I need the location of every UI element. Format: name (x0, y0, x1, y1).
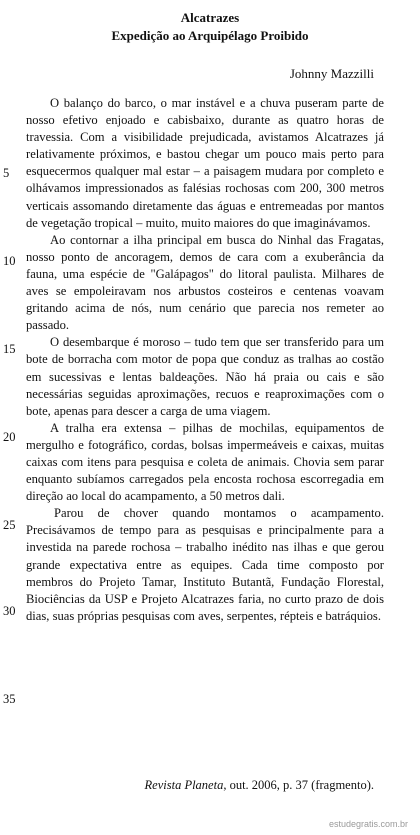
source-title: Revista Planeta (144, 778, 224, 792)
title-line-1: Alcatrazes (180, 10, 240, 25)
line-number-15: 15 (3, 342, 16, 356)
paragraph-1: O balanço do barco, o mar instável e a chuva puseram parte de nosso efetivo enjoado e cabisbaixo, durante as quatro horas de travessia. Com a visibilidade prejudicada, avistamos Alcatrazes já relativamente próximos, e bastou chegar um pouco mais perto para esquecermos qualquer mal estar – a paisagem mudara por completo e olhávamos impressionados as falésias rochosas com 200, 300 metros verticais assomando diretamente das águas e entremeadas por mantos de vegetação tropical – muito, muito maiores do que imaginávamos. (26, 96, 384, 230)
paragraph-5: Parou de chover quando montamos o acampamento. Precisávamos de tempo para as pesquisas e principalmente para a investida na parede rochosa – trabalho inédito nas ilhas e que gerou grande expectativa entre as equipes. Cada time composto por membros do Projeto Tamar, Instituto Butantã, Fundação Florestal, Biociências da USP e Projeto Alcatrazes faria, no curto prazo de dois dias, suas próprias pesquisas com aves, serpentes, répteis e batráquios. (26, 506, 384, 623)
source-details: , out. 2006, p. 37 (fragmento). (223, 778, 374, 792)
line-number-35: 35 (3, 692, 16, 706)
watermark: estudegratis.com.br (328, 819, 408, 829)
paragraph-3: O desembarque é moroso – tudo tem que ser transferido para um bote de borracha com motor de popa que conduz as tralhas ao costão em sucessivas e lentas baldeações. Não há praia ou cais e são necessárias seguidas aproximações, recuos e reaproximações com o bote, apenas para descer a carga de uma viagem. (26, 335, 384, 418)
line-number-10: 10 (3, 254, 16, 268)
paragraph-4: A tralha era extensa – pilhas de mochilas, equipamentos de mergulho e fotográfico, cordas, bolsas impermeáveis e caixas, muitas caixas com itens para pesquisa e coleta de animais. Chovia sem parar enquanto subíamos carregados pela encosta rochosa escorregadia em direção ao local do acampamento, a 50 metros dali. (26, 420, 384, 504)
line-number-5: 5 (3, 166, 10, 180)
article-body (26, 95, 384, 625)
line-number-30: 30 (3, 604, 16, 618)
source-citation (145, 778, 374, 793)
title-line-2: Expedição ao Arquipélago Proibido (111, 28, 309, 43)
paragraph-2: Ao contornar a ilha principal em busca do Ninhal das Fragatas, nosso ponto de ancoragem, demos de cara com a exuberância da fauna, uma espécie de "Galápagos" do litoral paulista. Milhares de aves se empoleiravam nos arbustos costeiros e centenas voavam gritando acima de nós, num cenário que parecia nos remeter ao passado. (26, 232, 384, 333)
line-number-20: 20 (3, 430, 16, 444)
author: Johnny Mazzilli (289, 66, 374, 81)
line-number-25: 25 (3, 518, 16, 532)
